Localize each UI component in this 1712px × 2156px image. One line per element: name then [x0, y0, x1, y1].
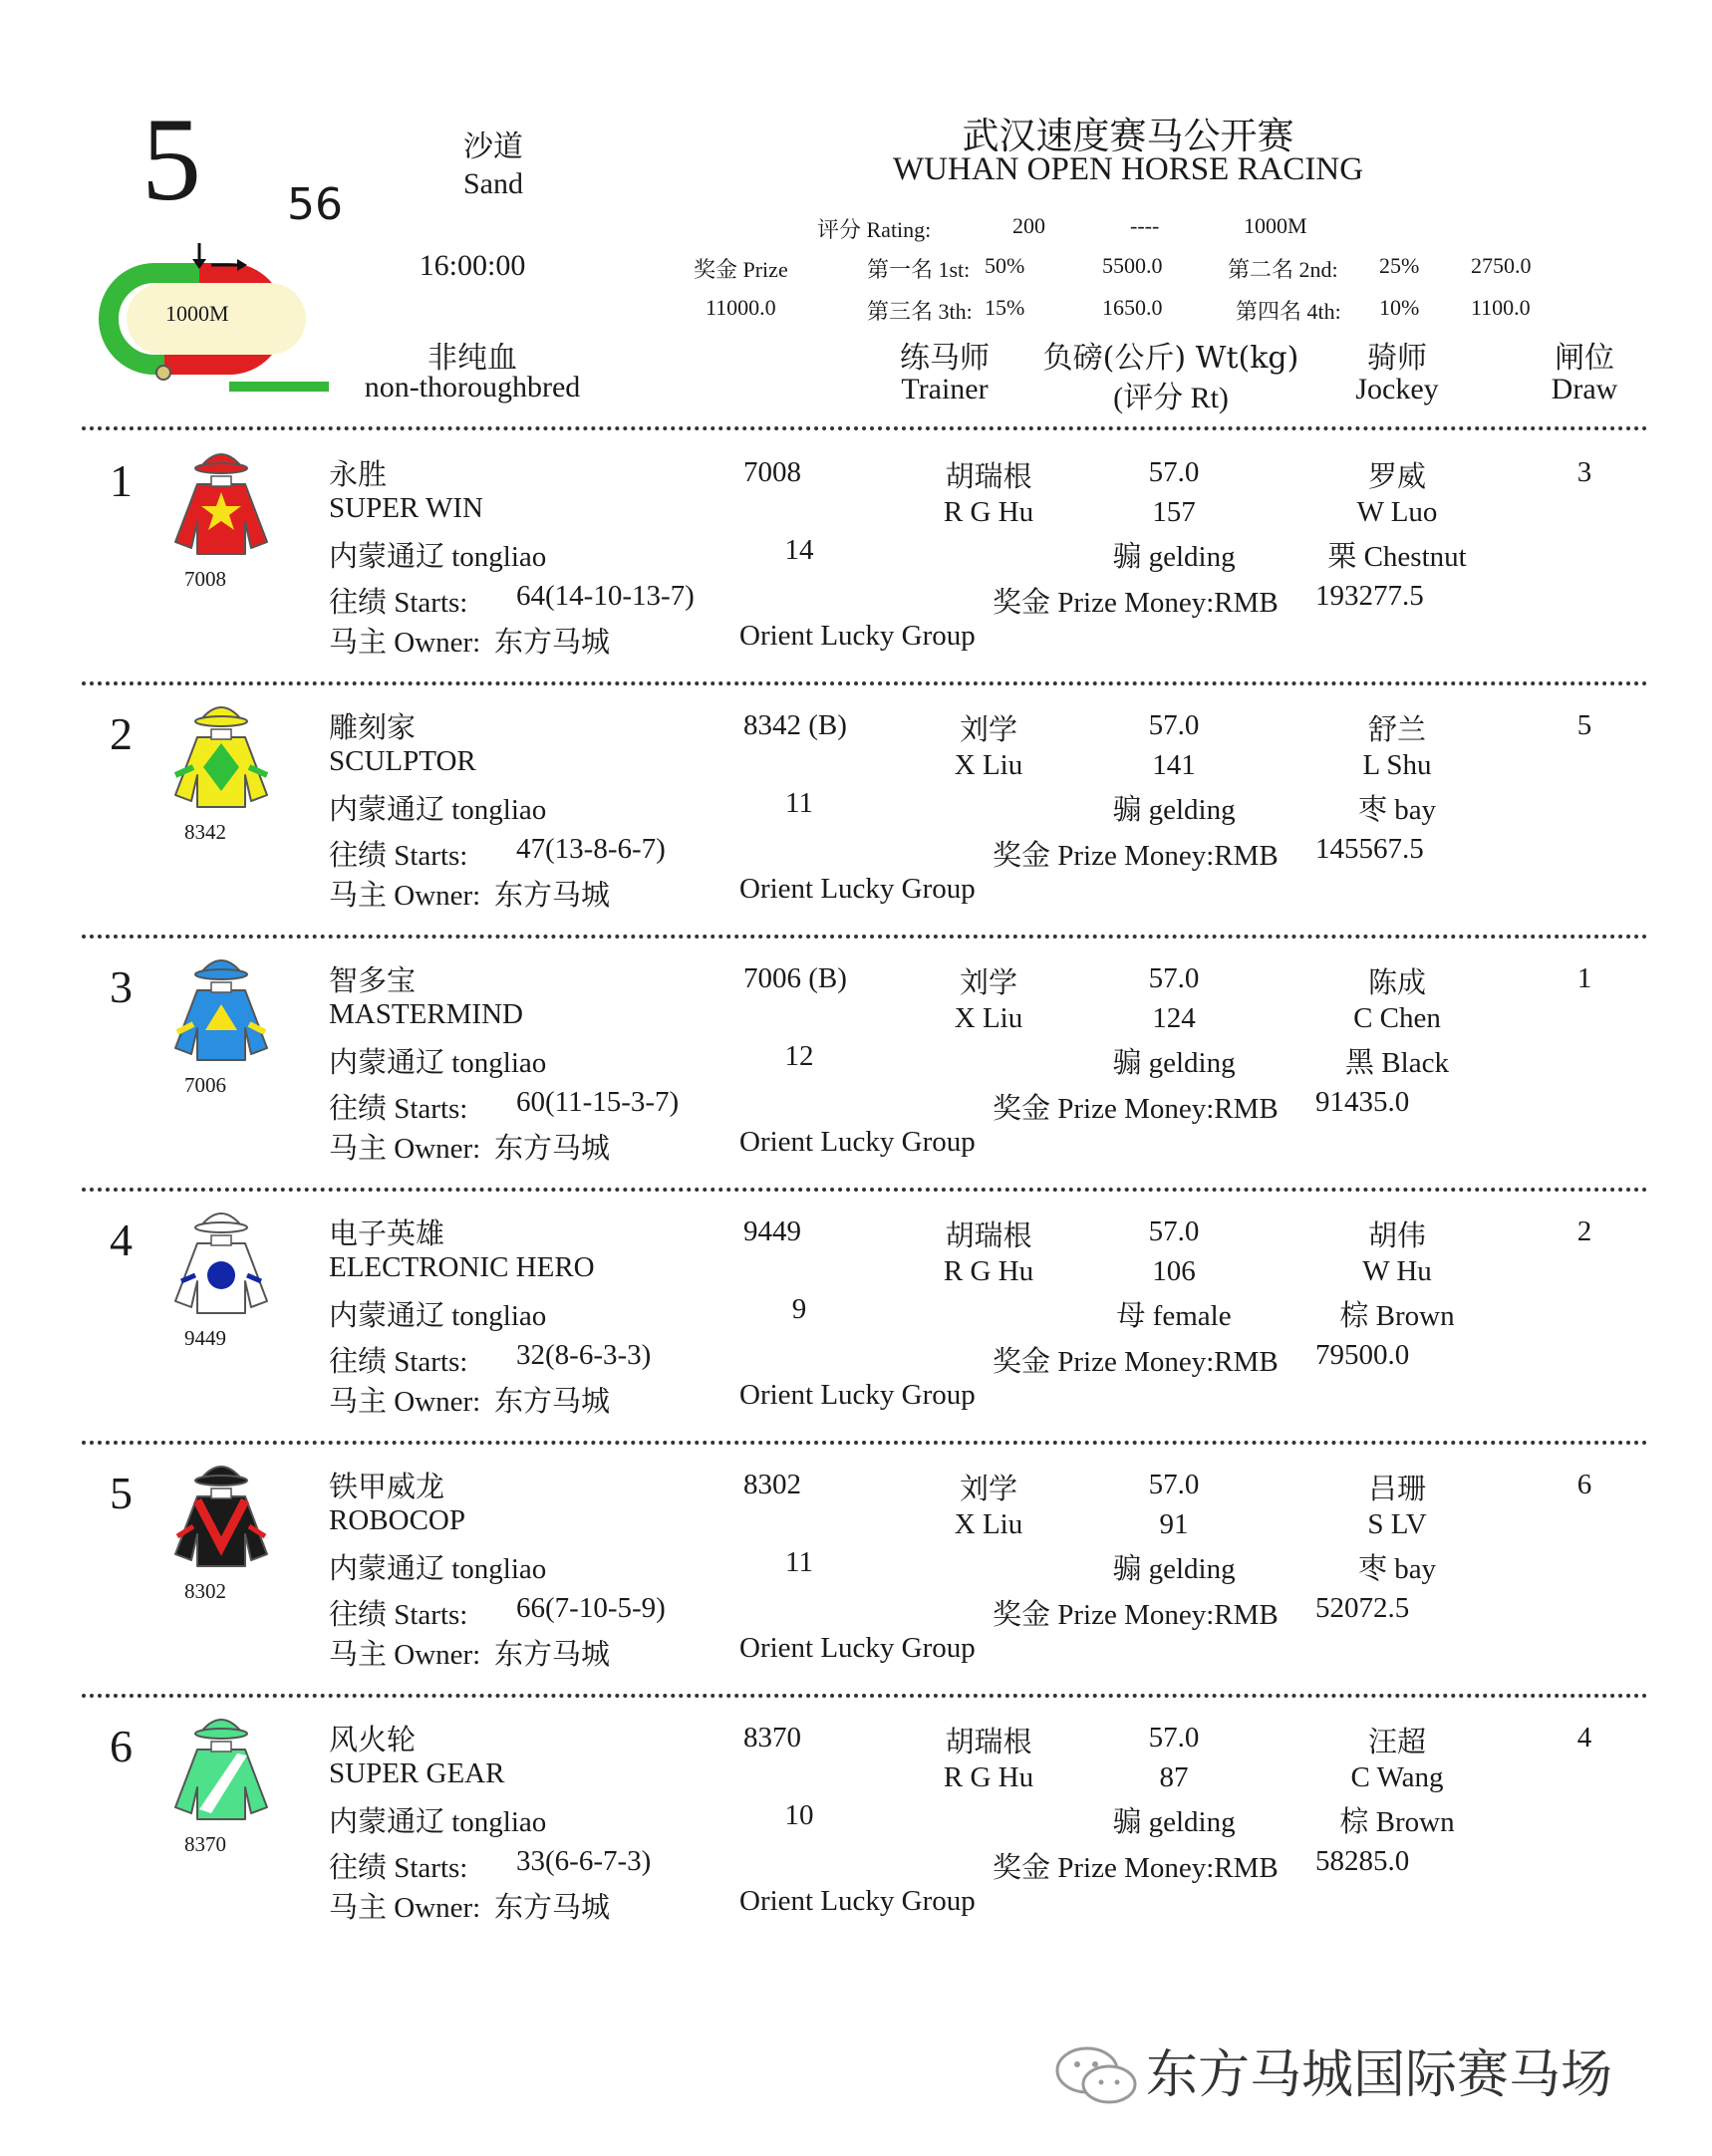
second-pct: 25% — [1379, 253, 1420, 278]
horse-color: 栗 Chestnut — [1327, 541, 1467, 573]
rating-dash: ---- — [1130, 213, 1160, 238]
col-draw-cn: 闸位 — [1555, 341, 1614, 376]
entry-row — [0, 1194, 1712, 1447]
trainer-en: X Liu — [954, 1002, 1023, 1034]
horse-brand: 8370 — [743, 1722, 801, 1753]
horse-color: 枣 bay — [1357, 794, 1437, 826]
wechat-icon — [1051, 2044, 1141, 2106]
surface-en: Sand — [463, 167, 523, 200]
owner-label: 马主 Owner: — [329, 880, 481, 912]
rating-value: 200 — [1012, 213, 1045, 238]
entry-number: 5 — [110, 1468, 133, 1518]
starts-record: 32(8-6-3-3) — [516, 1339, 652, 1371]
owner-cn: 东方马城 — [494, 880, 611, 912]
entry-divider — [82, 1441, 1648, 1445]
starts-record: 47(13-8-6-7) — [516, 833, 666, 865]
col-trainer-cn: 练马师 — [900, 341, 990, 376]
jockey-en: W Hu — [1362, 1255, 1432, 1287]
horse-origin: 内蒙通辽 tongliao — [329, 1300, 547, 1332]
horse-rating: 106 — [1152, 1255, 1196, 1287]
jockey-cn: 胡伟 — [1367, 1220, 1427, 1252]
header-divider — [82, 426, 1648, 430]
barrier-draw: 4 — [1576, 1722, 1592, 1753]
horse-name-cn: 永胜 — [329, 459, 388, 491]
trainer-cn: 胡瑞根 — [945, 461, 1032, 493]
owner-label: 马主 Owner: — [329, 1386, 481, 1418]
jockey-en: W Luo — [1356, 496, 1438, 528]
horse-origin: 内蒙通辽 tongliao — [329, 1047, 547, 1079]
prize-money-label: 奖金 Prize Money:RMB — [993, 1346, 1279, 1378]
first-amt: 5500.0 — [1102, 253, 1163, 278]
starts-label: 往绩 Starts: — [329, 1093, 468, 1125]
breed-en: non-thoroughbred — [364, 371, 581, 404]
jockey-silks-icon — [167, 1204, 275, 1321]
owner-cn: 东方马城 — [494, 627, 611, 659]
race-number: 5 — [142, 93, 201, 225]
horse-age: 12 — [784, 1040, 814, 1072]
second-label: 第二名 2nd: — [1228, 257, 1338, 282]
horse-rating: 141 — [1152, 749, 1196, 781]
prize-money-value: 91435.0 — [1315, 1086, 1410, 1118]
prize-total: 11000.0 — [706, 295, 776, 320]
horse-color: 棕 Brown — [1339, 1300, 1455, 1332]
entry-number: 2 — [110, 708, 133, 759]
owner-cn: 东方马城 — [494, 1386, 611, 1418]
horse-name-cn: 风火轮 — [329, 1725, 417, 1756]
starts-record: 60(11-15-3-7) — [516, 1086, 680, 1118]
jockey-en: S LV — [1367, 1508, 1427, 1540]
race-title-cn: 武汉速度赛马公开赛 — [962, 115, 1294, 157]
trainer-en: R G Hu — [943, 1255, 1034, 1287]
entry-divider — [82, 681, 1648, 685]
jockey-cn: 陈成 — [1367, 967, 1427, 999]
trainer-en: X Liu — [954, 749, 1023, 781]
starts-label: 往绩 Starts: — [329, 1599, 468, 1631]
carried-weight: 57.0 — [1148, 709, 1200, 741]
silk-code: 8370 — [184, 1832, 226, 1856]
entry-number: 6 — [110, 1721, 133, 1771]
silk-code: 8342 — [184, 820, 226, 844]
horse-brand: 7006 (B) — [743, 962, 847, 994]
starts-label: 往绩 Starts: — [329, 1346, 468, 1378]
jockey-en: C Wang — [1350, 1761, 1444, 1793]
watermark-text: 东方马城国际赛马场 — [1146, 2045, 1613, 2105]
jockey-en: C Chen — [1353, 1002, 1441, 1034]
starts-record: 33(6-6-7-3) — [516, 1845, 652, 1877]
jockey-cn: 罗威 — [1367, 461, 1427, 493]
track-distance-label: 1000M — [165, 301, 229, 326]
starts-label: 往绩 Starts: — [329, 587, 468, 619]
silk-code: 8302 — [184, 1579, 226, 1603]
third-label: 第三名 3th: — [867, 299, 973, 324]
trainer-cn: 胡瑞根 — [945, 1220, 1032, 1252]
trainer-cn: 刘学 — [959, 1474, 1018, 1505]
horse-name-en: ELECTRONIC HERO — [329, 1251, 595, 1283]
entry-row — [0, 687, 1712, 941]
col-jockey-en: Jockey — [1355, 373, 1439, 405]
jockey-silks-icon — [167, 444, 275, 562]
prize-money-value: 58285.0 — [1315, 1845, 1410, 1877]
entry-row — [0, 941, 1712, 1194]
trainer-cn: 刘学 — [959, 967, 1018, 999]
prize-money-label: 奖金 Prize Money:RMB — [993, 1852, 1279, 1884]
owner-en: Orient Lucky Group — [739, 1885, 976, 1917]
third-pct: 15% — [985, 295, 1025, 320]
jockey-silks-icon — [167, 697, 275, 815]
owner-en: Orient Lucky Group — [739, 1379, 976, 1411]
jockey-cn: 汪超 — [1367, 1727, 1427, 1758]
owner-en: Orient Lucky Group — [739, 873, 976, 905]
col-weight-en: (评分 Rt) — [1113, 382, 1229, 414]
entry-number: 1 — [110, 455, 133, 506]
silk-code: 7006 — [184, 1073, 226, 1097]
horse-brand: 8342 (B) — [743, 709, 847, 741]
race-title-en: WUHAN OPEN HORSE RACING — [892, 151, 1364, 187]
owner-en: Orient Lucky Group — [739, 1126, 976, 1158]
horse-brand: 7008 — [743, 456, 801, 488]
horse-rating: 124 — [1152, 1002, 1196, 1034]
owner-en: Orient Lucky Group — [739, 1632, 976, 1664]
owner-label: 马主 Owner: — [329, 627, 481, 659]
prize-money-label: 奖金 Prize Money:RMB — [993, 1599, 1279, 1631]
first-label: 第一名 1st: — [867, 257, 971, 282]
jockey-en: L Shu — [1362, 749, 1432, 781]
horse-color: 枣 bay — [1357, 1553, 1437, 1585]
horse-name-en: SCULPTOR — [329, 745, 476, 777]
col-draw-en: Draw — [1551, 373, 1618, 405]
horse-sex: 骟 gelding — [1112, 794, 1236, 826]
prize-money-value: 145567.5 — [1315, 833, 1424, 865]
owner-cn: 东方马城 — [494, 1639, 611, 1671]
trainer-en: R G Hu — [943, 496, 1034, 528]
carried-weight: 57.0 — [1148, 962, 1200, 994]
finish-marker-icon — [156, 366, 170, 380]
silk-code: 9449 — [184, 1326, 226, 1350]
horse-name-en: ROBOCOP — [329, 1504, 465, 1536]
barrier-draw: 3 — [1576, 456, 1592, 488]
carried-weight: 57.0 — [1148, 1215, 1200, 1247]
entry-row — [0, 434, 1712, 687]
horse-rating: 87 — [1159, 1761, 1189, 1793]
owner-cn: 东方马城 — [494, 1133, 611, 1165]
carried-weight: 57.0 — [1148, 1722, 1200, 1753]
jockey-silks-icon — [167, 1457, 275, 1574]
surface-cn: 沙道 — [463, 130, 523, 164]
entry-divider — [82, 1694, 1648, 1698]
race-distance: 1000M — [1244, 213, 1307, 238]
starts-record: 66(7-10-5-9) — [516, 1592, 666, 1624]
carried-weight: 57.0 — [1148, 456, 1200, 488]
second-amt: 2750.0 — [1471, 253, 1532, 278]
horse-origin: 内蒙通辽 tongliao — [329, 1806, 547, 1838]
jockey-cn: 吕珊 — [1367, 1474, 1427, 1505]
third-amt: 1650.0 — [1102, 295, 1163, 320]
owner-label: 马主 Owner: — [329, 1892, 481, 1924]
prize-money-label: 奖金 Prize Money:RMB — [993, 840, 1279, 872]
horse-brand: 8302 — [743, 1469, 801, 1500]
trainer-cn: 胡瑞根 — [945, 1727, 1032, 1758]
entry-row — [0, 1700, 1712, 1953]
horse-name-en: MASTERMIND — [329, 998, 523, 1030]
horse-sex: 骟 gelding — [1112, 541, 1236, 573]
trainer-en: R G Hu — [943, 1761, 1034, 1793]
fourth-amt: 1100.0 — [1471, 295, 1531, 320]
entry-number: 3 — [110, 961, 133, 1012]
barrier-draw: 5 — [1576, 709, 1592, 741]
horse-name-cn: 雕刻家 — [329, 712, 417, 744]
trainer-cn: 刘学 — [959, 714, 1018, 746]
entry-divider — [82, 935, 1648, 939]
horse-sex: 母 female — [1116, 1300, 1232, 1332]
horse-brand: 9449 — [743, 1215, 801, 1247]
owner-label: 马主 Owner: — [329, 1639, 481, 1671]
carried-weight: 57.0 — [1148, 1469, 1200, 1500]
owner-en: Orient Lucky Group — [739, 620, 976, 652]
horse-age: 14 — [784, 534, 814, 566]
prize-money-value: 193277.5 — [1315, 580, 1424, 612]
jockey-silks-icon — [167, 950, 275, 1068]
horse-color: 黑 Black — [1345, 1047, 1449, 1079]
prize-money-label: 奖金 Prize Money:RMB — [993, 1093, 1279, 1125]
silk-code: 7008 — [184, 567, 226, 591]
owner-cn: 东方马城 — [494, 1892, 611, 1924]
owner-label: 马主 Owner: — [329, 1133, 481, 1165]
fourth-label: 第四名 4th: — [1236, 299, 1341, 324]
race-count: 56 — [287, 179, 343, 230]
starts-label: 往绩 Starts: — [329, 1852, 468, 1884]
horse-origin: 内蒙通辽 tongliao — [329, 1553, 547, 1585]
col-jockey-cn: 骑师 — [1367, 341, 1427, 376]
rating-label: 评分 Rating: — [817, 217, 932, 242]
starts-label: 往绩 Starts: — [329, 840, 468, 872]
horse-name-cn: 电子英雄 — [329, 1218, 445, 1250]
horse-color: 棕 Brown — [1339, 1806, 1455, 1838]
horse-name-cn: 铁甲威龙 — [329, 1472, 445, 1503]
horse-name-en: SUPER GEAR — [329, 1757, 505, 1789]
horse-sex: 骟 gelding — [1112, 1553, 1236, 1585]
horse-sex: 骟 gelding — [1112, 1047, 1236, 1079]
horse-sex: 骟 gelding — [1112, 1806, 1236, 1838]
horse-rating: 157 — [1152, 496, 1196, 528]
horse-age: 10 — [784, 1799, 814, 1831]
horse-origin: 内蒙通辽 tongliao — [329, 794, 547, 826]
horse-name-en: SUPER WIN — [329, 492, 483, 524]
fourth-pct: 10% — [1379, 295, 1420, 320]
starts-record: 64(14-10-13-7) — [516, 580, 695, 612]
entry-divider — [82, 1188, 1648, 1192]
prize-money-label: 奖金 Prize Money:RMB — [993, 587, 1279, 619]
jockey-cn: 舒兰 — [1367, 714, 1427, 746]
trainer-en: X Liu — [954, 1508, 1023, 1540]
horse-name-cn: 智多宝 — [329, 965, 417, 997]
horse-age: 9 — [791, 1293, 807, 1325]
col-weight-cn: 负磅(公斤) Wt(kg) — [1042, 341, 1299, 376]
breed-cn: 非纯血 — [428, 341, 517, 376]
entry-row — [0, 1447, 1712, 1700]
prize-money-value: 79500.0 — [1315, 1339, 1410, 1371]
horse-age: 11 — [785, 1546, 813, 1578]
race-time: 16:00:00 — [419, 249, 526, 282]
col-trainer-en: Trainer — [901, 373, 989, 405]
barrier-draw: 1 — [1576, 962, 1592, 994]
barrier-draw: 2 — [1576, 1215, 1592, 1247]
jockey-silks-icon — [167, 1710, 275, 1827]
horse-age: 11 — [785, 787, 813, 819]
prize-money-value: 52072.5 — [1315, 1592, 1410, 1624]
first-pct: 50% — [985, 253, 1025, 278]
horse-rating: 91 — [1159, 1508, 1189, 1540]
entry-number: 4 — [110, 1214, 133, 1265]
barrier-draw: 6 — [1576, 1469, 1592, 1500]
horse-origin: 内蒙通辽 tongliao — [329, 541, 547, 573]
prize-label: 奖金 Prize — [694, 257, 788, 282]
